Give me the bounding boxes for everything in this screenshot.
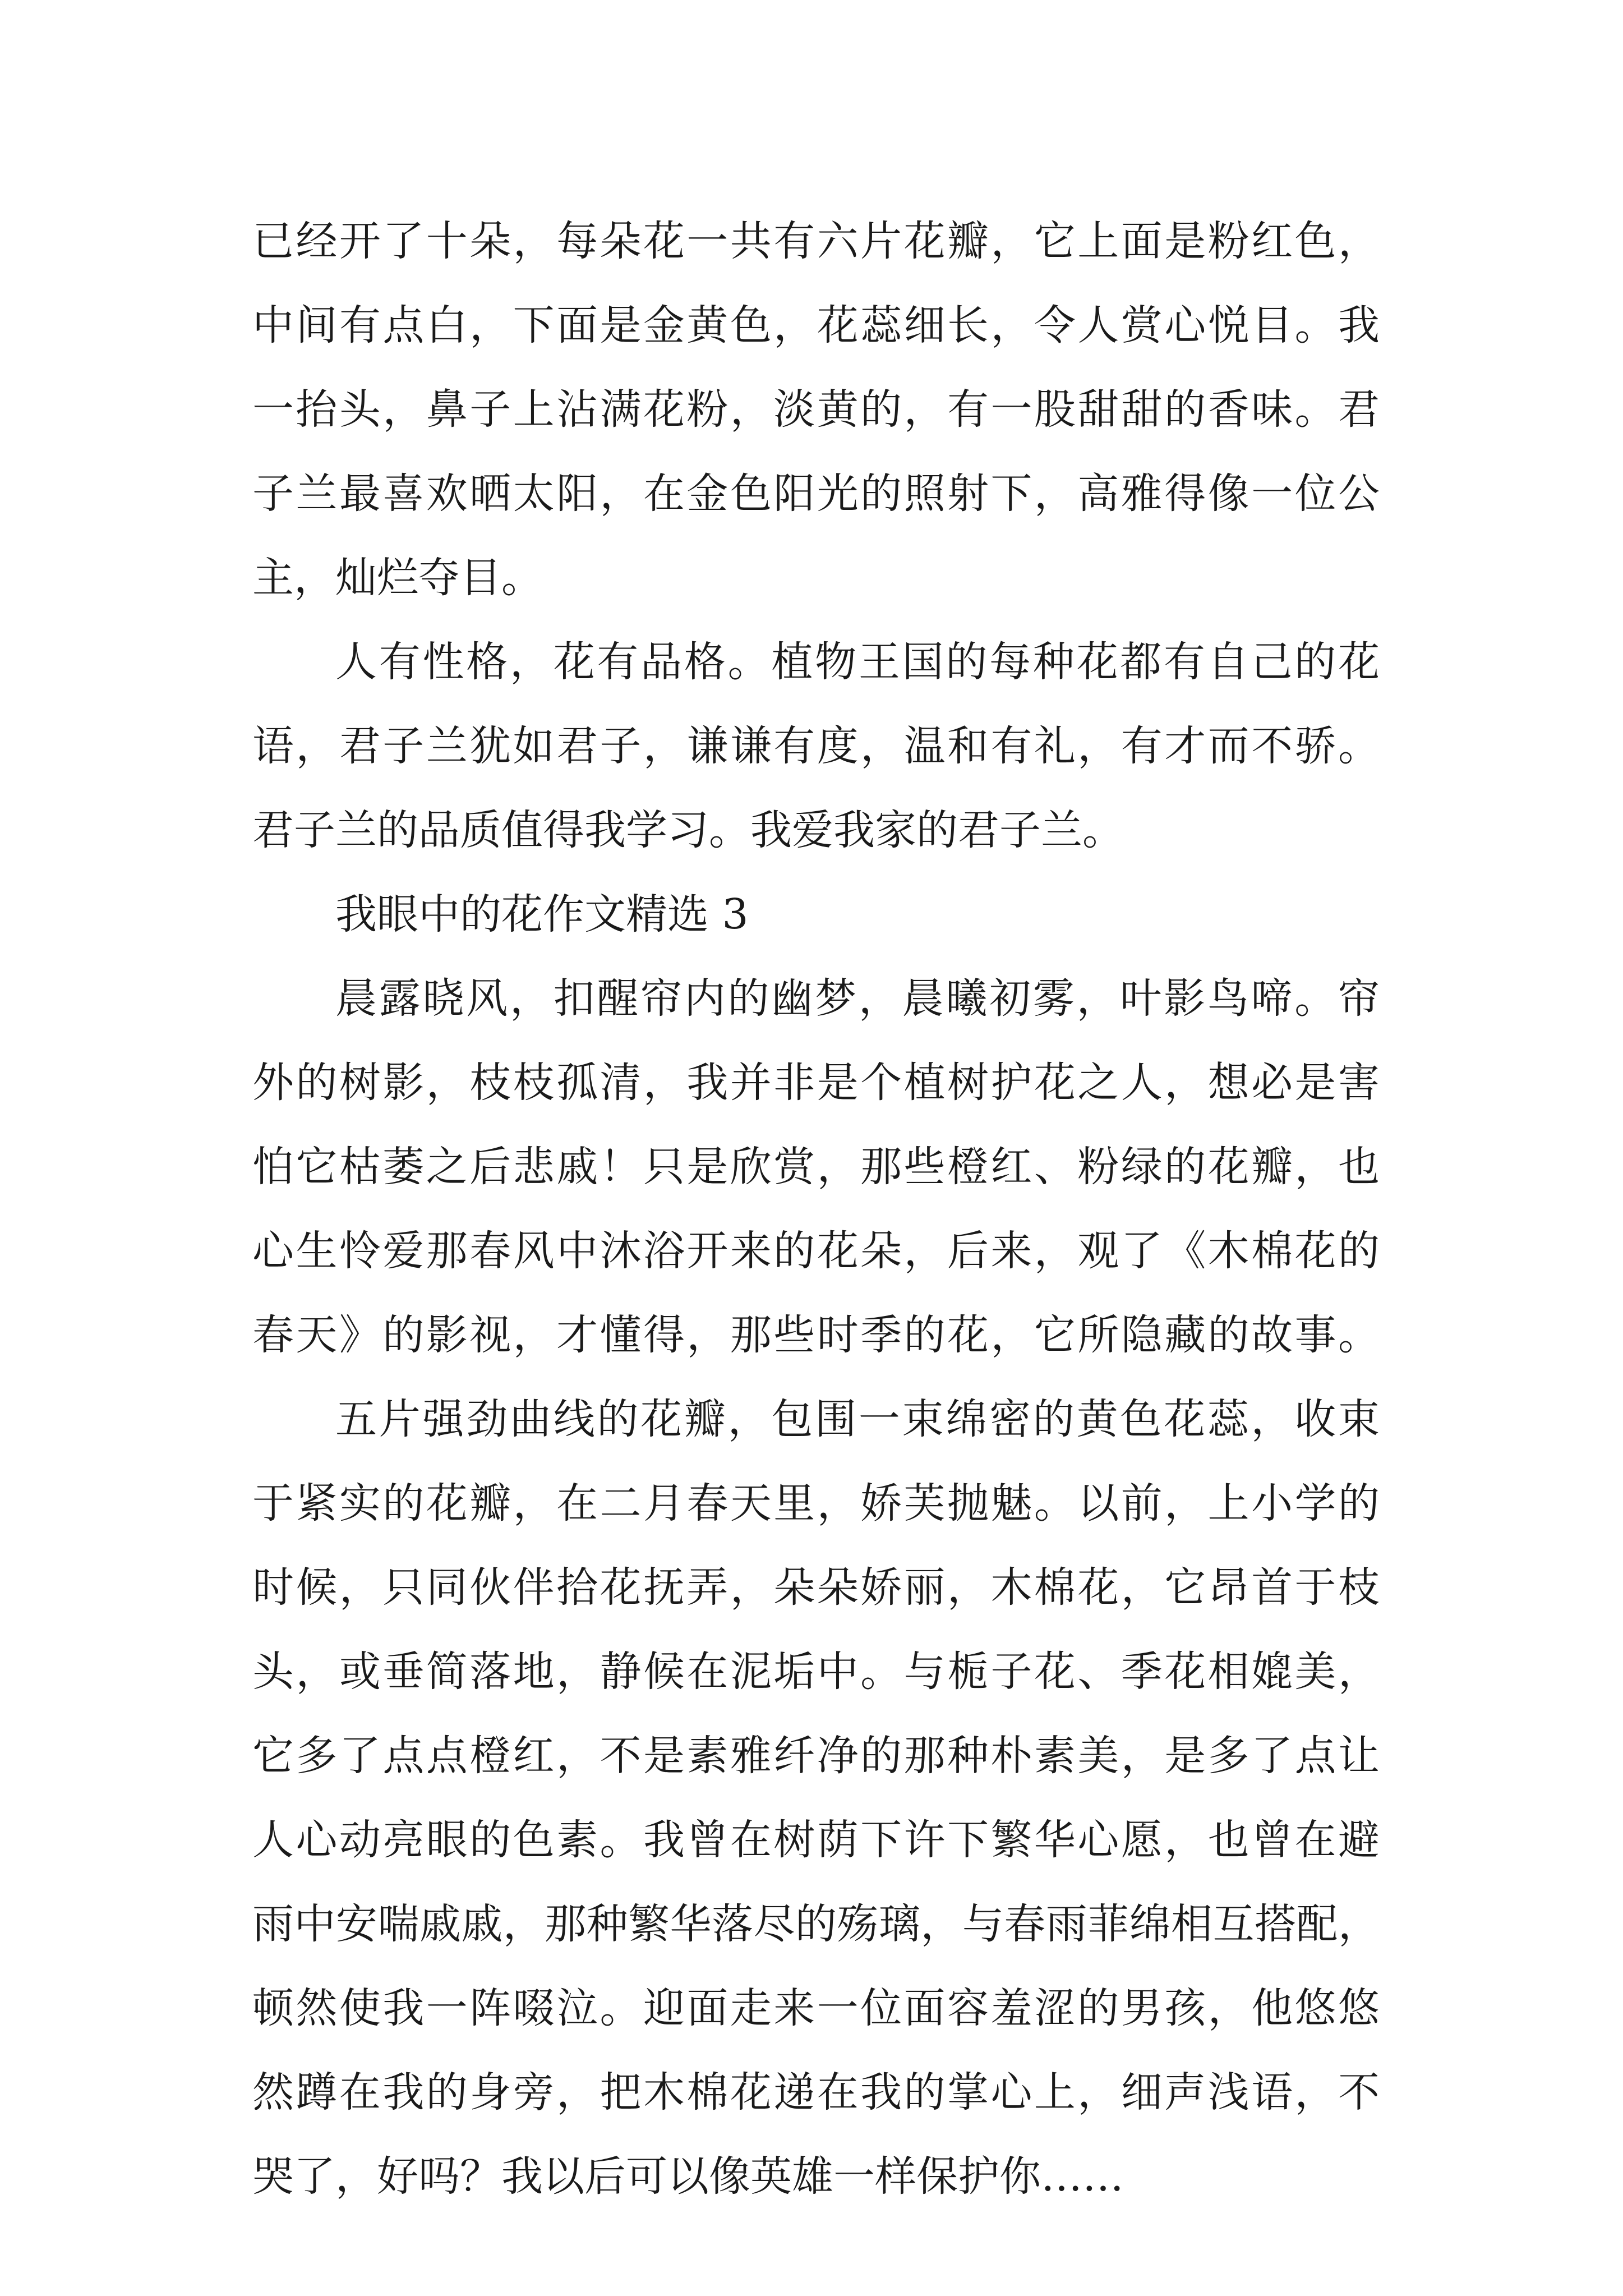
section-heading: 我眼中的花作文精选 3 (335, 890, 749, 938)
text-line: 一抬头，鼻子上沾满花粉，淡黄的，有一股甜甜的香味。君 (252, 385, 1380, 434)
text-line: 然蹲在我的身旁，把木棉花递在我的掌心上，细声浅语，不 (252, 2068, 1380, 2116)
text-line: 君子兰的品质值得我学习。我爱我家的君子兰。 (252, 806, 1124, 854)
text-line: 中间有点白，下面是金黄色，花蕊细长，令人赏心悦目。我 (252, 301, 1380, 349)
text-line: 它多了点点橙红，不是素雅纤净的那种朴素美，是多了点让 (252, 1732, 1380, 1780)
text-line: 于紧实的花瓣，在二月春天里，娇芙抛魅。以前，上小学的 (252, 1479, 1380, 1527)
text-line: 子兰最喜欢晒太阳，在金色阳光的照射下，高雅得像一位公 (252, 470, 1380, 518)
text-line: 春天》的影视，才懂得，那些时季的花，它所隐藏的故事。 (252, 1311, 1380, 1359)
text-line: 时候，只同伙伴拾花抚弄，朵朵娇丽，木棉花，它昂首于枝 (252, 1563, 1380, 1612)
text-line: 外的树影，枝枝孤清，我并非是个植树护花之人，想必是害 (252, 1059, 1380, 1107)
text-line: 语，君子兰犹如君子，谦谦有度，温和有礼，有才而不骄。 (252, 722, 1380, 770)
text-line: 已经开了十朵，每朵花一共有六片花瓣，它上面是粉红色， (252, 217, 1380, 265)
text-line: 主，灿烂夺目。 (252, 554, 543, 602)
text-line: 人有性格，花有品格。植物王国的每种花都有自己的花 (335, 638, 1380, 686)
text-line: 头，或垂简落地，静候在泥垢中。与栀子花、季花相媲美， (252, 1648, 1380, 1696)
text-line: 怕它枯萎之后悲戚！只是欣赏，那些橙红、粉绿的花瓣，也 (252, 1143, 1380, 1191)
text-line: 哭了，好吗？我以后可以像英雄一样保护你…… (252, 2152, 1124, 2201)
text-line: 顿然使我一阵啜泣。迎面走来一位面容羞涩的男孩，他悠悠 (252, 1984, 1380, 2032)
text-line: 晨露晓风，扣醒帘内的幽梦，晨曦初雾，叶影鸟啼。帘 (335, 974, 1380, 1023)
text-line: 五片强劲曲线的花瓣，包围一束绵密的黄色花蕊，收束 (335, 1395, 1380, 1443)
text-line: 雨中安喘戚戚，那种繁华落尽的殇璃，与春雨菲绵相互搭配， (252, 1900, 1380, 1948)
text-line: 心生怜爱那春风中沐浴开来的花朵，后来，观了《木棉花的 (252, 1227, 1380, 1275)
text-line: 人心动亮眼的色素。我曾在树荫下许下繁华心愿，也曾在避 (252, 1816, 1380, 1864)
